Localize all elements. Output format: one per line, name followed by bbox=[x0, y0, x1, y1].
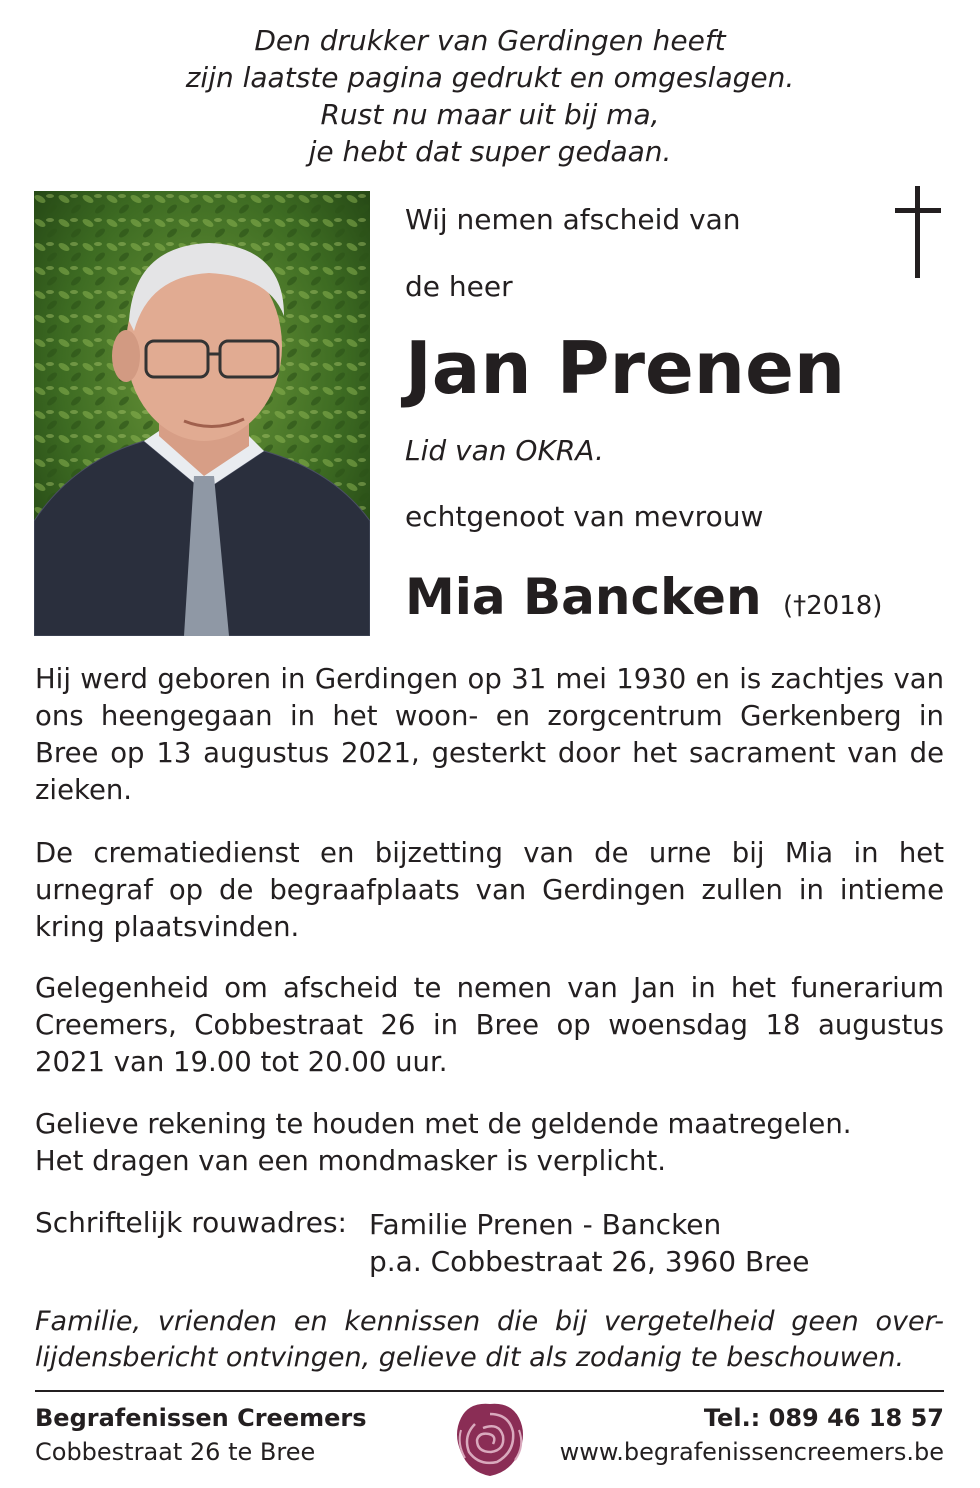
poem-line: Rust nu maar uit bij ma, bbox=[320, 98, 660, 131]
intro-text: Wij nemen afscheid van bbox=[405, 203, 741, 236]
address-block bbox=[369, 1206, 810, 1280]
membership-text: Lid van OKRA. bbox=[405, 434, 604, 467]
poem-line: zijn laatste pagina gedrukt en omgeslagen. bbox=[185, 61, 795, 94]
measures-line: Het dragen van een mondmasker is verplicht. bbox=[35, 1145, 666, 1177]
address-label: Schriftelijk rouwadres: bbox=[35, 1206, 347, 1239]
company-website[interactable]: www.begrafenissencreemers.be bbox=[559, 1438, 944, 1466]
company-address: Cobbestraat 26 te Bree bbox=[35, 1438, 316, 1466]
company-phone: Tel.: 089 46 18 57 bbox=[703, 1404, 944, 1432]
company-name: Begrafenissen Creemers bbox=[35, 1404, 367, 1432]
address-line: Familie Prenen - Bancken bbox=[369, 1208, 722, 1241]
cross-icon bbox=[895, 186, 941, 278]
measures-line: Gelieve rekening te houden met de geldende maatregelen. bbox=[35, 1108, 852, 1140]
address-line: p.a. Cobbestraat 26, 3960 Bree bbox=[369, 1245, 810, 1278]
rose-logo bbox=[453, 1400, 527, 1480]
spouse-intro: echtgenoot van mevrouw bbox=[405, 500, 764, 533]
portrait-photo bbox=[34, 191, 370, 636]
cremation-paragraph: De crematiedienst en bijzetting van de urne bij Mia in het urnegraf op de begraafplaats van Gerdingen zullen in intieme kring plaatsvinden. bbox=[35, 837, 944, 943]
visitation-paragraph: Gelegenheid om afscheid te nemen van Jan in het funerarium Creemers, Cobbestraat 26 in Bree op woensdag 18 augustus 2021 van 19.00 tot 20.00 uur. bbox=[35, 972, 944, 1078]
footer-divider bbox=[35, 1390, 944, 1392]
birth-paragraph: Hij werd geboren in Gerdingen op 31 mei 1930 en is zachtjes van ons heengegaan in het woon- en zorgcentrum Gerkenberg in Bree op 13 augustus 2021, gesterkt door het sacrament van de zieken. bbox=[35, 663, 944, 806]
measures-paragraph bbox=[35, 1106, 944, 1180]
poem-line: je hebt dat super gedaan. bbox=[308, 135, 672, 168]
spouse-death: (†2018) bbox=[782, 591, 883, 621]
spouse-line bbox=[405, 568, 882, 626]
poem bbox=[0, 22, 980, 170]
spouse-name: Mia Bancken bbox=[405, 568, 762, 626]
title-text: de heer bbox=[405, 270, 513, 303]
deceased-name: Jan Prenen bbox=[405, 326, 846, 410]
closing-line: Familie, vrienden en kennissen die bij vergetelheid geen over- bbox=[35, 1306, 944, 1337]
closing-line: lijdensbericht ontvingen, gelieve dit als zodanig te beschouwen. bbox=[35, 1342, 905, 1373]
closing-note bbox=[35, 1304, 944, 1376]
poem-line: Den drukker van Gerdingen heeft bbox=[254, 24, 726, 57]
